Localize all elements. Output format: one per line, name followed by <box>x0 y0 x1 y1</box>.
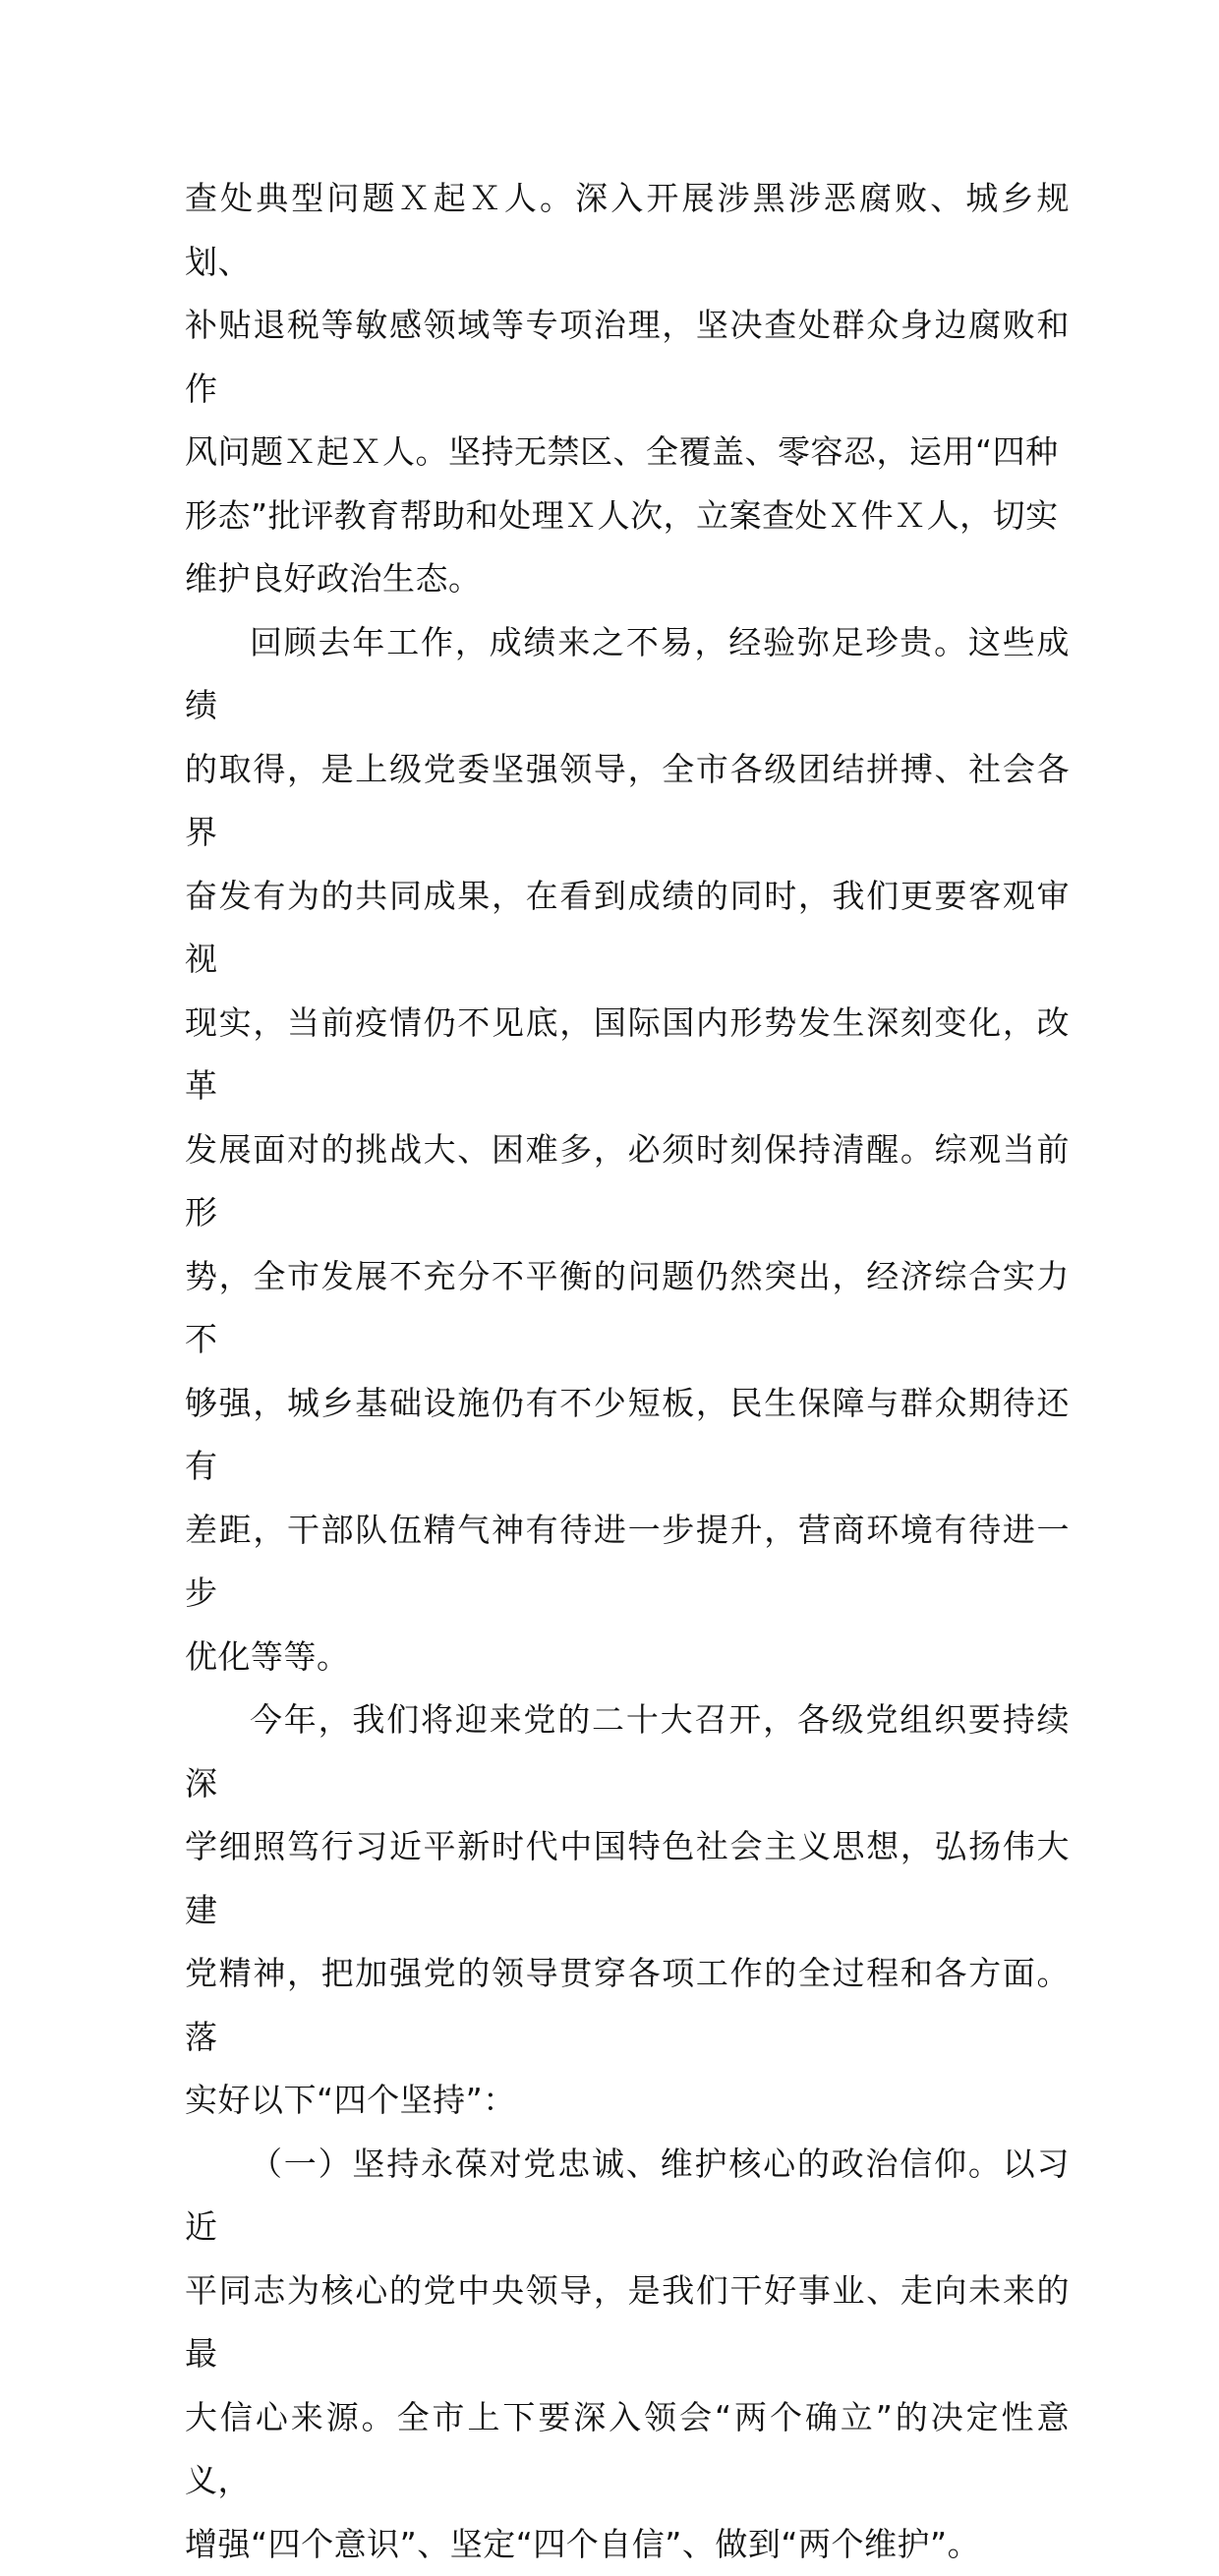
text-line: 差距，干部队伍精气神有待进一步提升，营商环境有待进一步 <box>185 1499 1070 1626</box>
text-line: 补贴退税等敏感领域等专项治理，坚决查处群众身边腐败和作 <box>185 294 1070 421</box>
text-line: 大信心来源。全市上下要深入领会“两个确立”的决定性意义， <box>185 2386 1070 2513</box>
text-line: 实好以下“四个坚持”： <box>185 2069 1070 2133</box>
paragraph-3 <box>185 1689 1070 2133</box>
text-line: 查处典型问题Ｘ起Ｘ人。深入开展涉黑涉恶腐败、城乡规划、 <box>185 167 1070 294</box>
text-line: 形态”批评教育帮助和处理Ｘ人次，立案查处Ｘ件Ｘ人，切实 <box>185 485 1070 548</box>
text-line: 风问题Ｘ起Ｘ人。坚持无禁区、全覆盖、零容忍，运用“四种 <box>185 421 1070 485</box>
paragraph-4 <box>185 2133 1070 2576</box>
text-line: 够强，城乡基础设施仍有不少短板，民生保障与群众期待还有 <box>185 1372 1070 1499</box>
text-line: 学细照笃行习近平新时代中国特色社会主义思想，弘扬伟大建 <box>185 1815 1070 1942</box>
text-line: 的取得，是上级党委坚强领导，全市各级团结拼搏、社会各界 <box>185 738 1070 865</box>
text-line: 今年，我们将迎来党的二十大召开，各级党组织要持续深 <box>185 1689 1070 1815</box>
text-line: （一）坚持永葆对党忠诚、维护核心的政治信仰。以习近 <box>185 2133 1070 2260</box>
text-line: 势，全市发展不充分不平衡的问题仍然突出，经济综合实力不 <box>185 1245 1070 1372</box>
text-line: 回顾去年工作，成绩来之不易，经验弥足珍贵。这些成绩 <box>185 611 1070 738</box>
text-line: 奋发有为的共同成果，在看到成绩的同时，我们更要客观审视 <box>185 865 1070 992</box>
text-line: 增强“四个意识”、坚定“四个自信”、做到“两个维护”。 <box>185 2513 1070 2576</box>
text-line: 党精神，把加强党的领导贯穿各项工作的全过程和各方面。落 <box>185 1942 1070 2069</box>
text-line: 维护良好政治生态。 <box>185 547 1070 611</box>
paragraph-2 <box>185 611 1070 1689</box>
text-line: 现实，当前疫情仍不见底，国际国内形势发生深刻变化，改革 <box>185 992 1070 1118</box>
document-page <box>185 167 1070 2576</box>
paragraph-1 <box>185 167 1070 611</box>
text-line: 发展面对的挑战大、困难多，必须时刻保持清醒。综观当前形 <box>185 1118 1070 1245</box>
text-line: 优化等等。 <box>185 1626 1070 1689</box>
text-line: 平同志为核心的党中央领导，是我们干好事业、走向未来的最 <box>185 2260 1070 2386</box>
